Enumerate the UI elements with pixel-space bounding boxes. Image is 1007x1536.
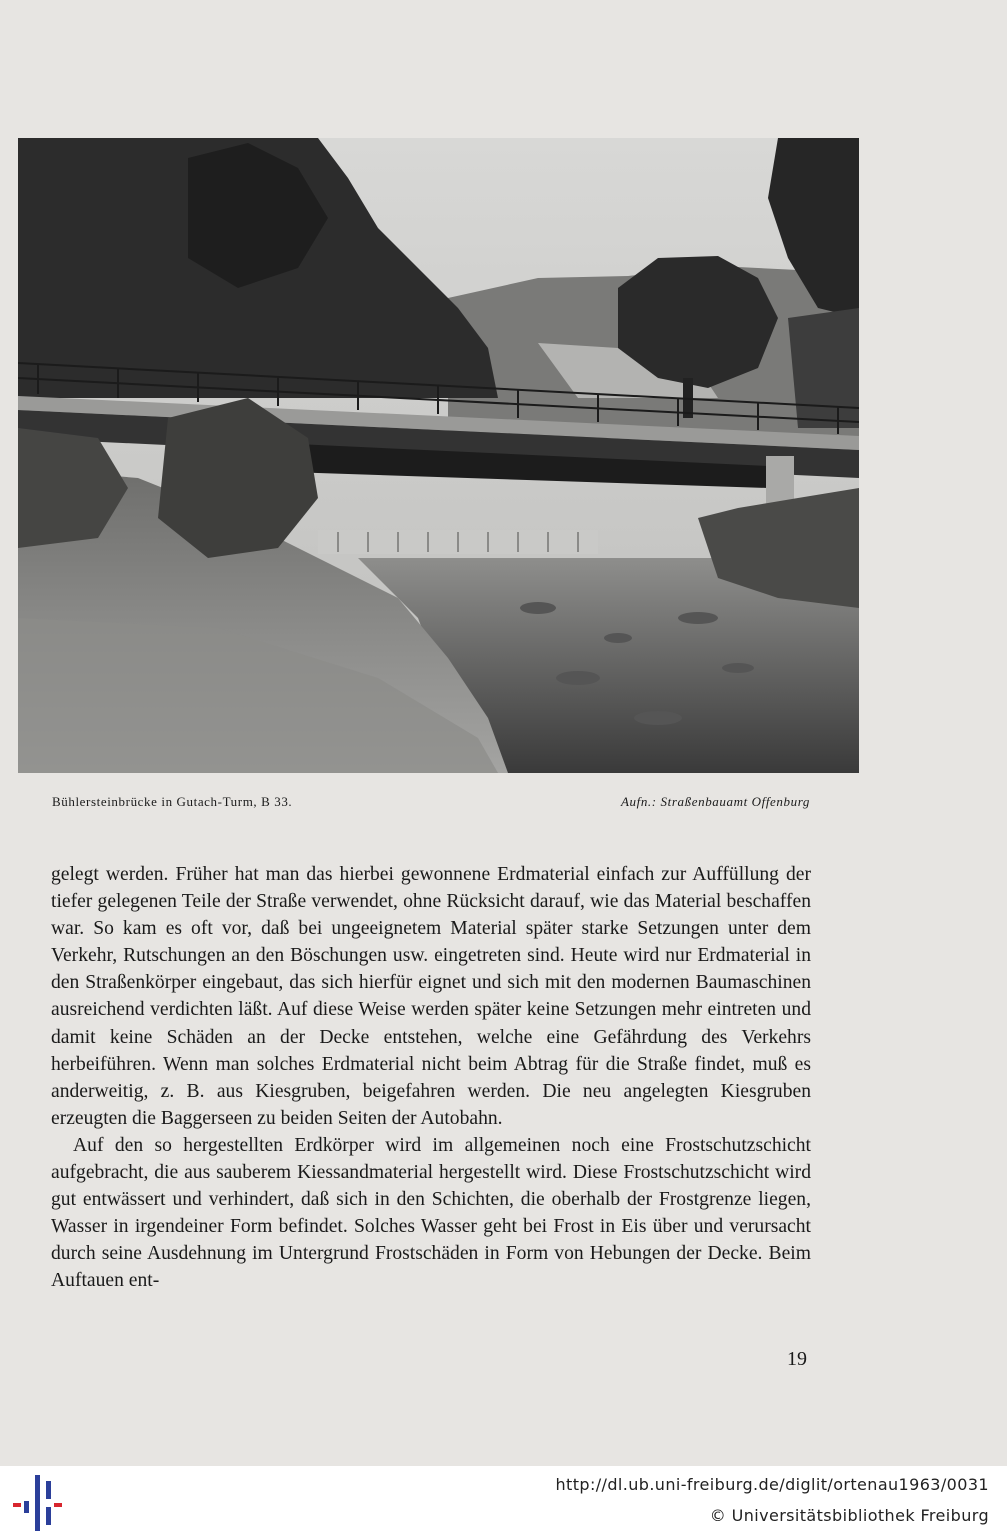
digital-library-link[interactable]: http://dl.ub.uni-freiburg.de/diglit/ortenau1963/0031: [555, 1475, 989, 1494]
paragraph: Auf den so hergestellten Erdkörper wird im allgemeinen noch eine Frostschutzschicht aufgebracht, die aus sauberem Kiessandmaterial hergestellt wird. Diese Frostschutzschicht wird gut entwässert und verhindert, daß sich in den Schichten, die oberhalb der Frostgrenze liegen, Wasser in irgendeiner Form befindet. Solches Wasser geht bei Frost in Eis über und verursacht durch seine Ausdehnung im Untergrund Frostschäden in Form von Hebungen der Decke. Beim Auftauen ent-: [51, 1134, 811, 1292]
bridge-photograph: [18, 138, 859, 773]
page-number: 19: [787, 1348, 807, 1370]
photo-caption: Bühlersteinbrücke in Gutach-Turm, B 33.: [52, 794, 293, 809]
paragraph: gelegt werden. Früher hat man das hierbei gewonnene Erdmaterial einfach zur Auffüllung der tiefer gelegenen Teile der Straße verwendet, ohne Rücksicht darauf, wie das Material beschaffen war. So kam es oft vor, daß bei ungeeignetem Material später starke Setzungen unter dem Verkehr, Rutschungen an den Böschungen usw. eingetreten sind. Heute wird nur Erdmaterial in den Straßenkörper eingebaut, das sich hierfür eignet und sich mit den modernen Baumaschinen ausreichend verdichten läßt. Auf diese Weise werden später keine Setzungen mehr eintreten und damit keine Schäden an der Decke entstehen, welche eine Gefährdung des Verkehrs herbeiführen. Wenn man solches Erdmaterial nicht beim Abtrag für die Straße findet, muß es anderweitig, z. B. aus Kiesgruben, beigefahren werden. Die neu angelegten Kiesgruben erzeugten die Baggerseen zu beiden Seiten der Autobahn.: [51, 864, 811, 1129]
body-text: [51, 861, 811, 1295]
library-logo-icon: [10, 1475, 68, 1531]
photo-credit: Aufn.: Straßenbauamt Offenburg: [620, 794, 810, 809]
bridge-photo-image: [18, 138, 859, 773]
copyright-notice: © Universitätsbibliothek Freiburg: [709, 1506, 989, 1525]
